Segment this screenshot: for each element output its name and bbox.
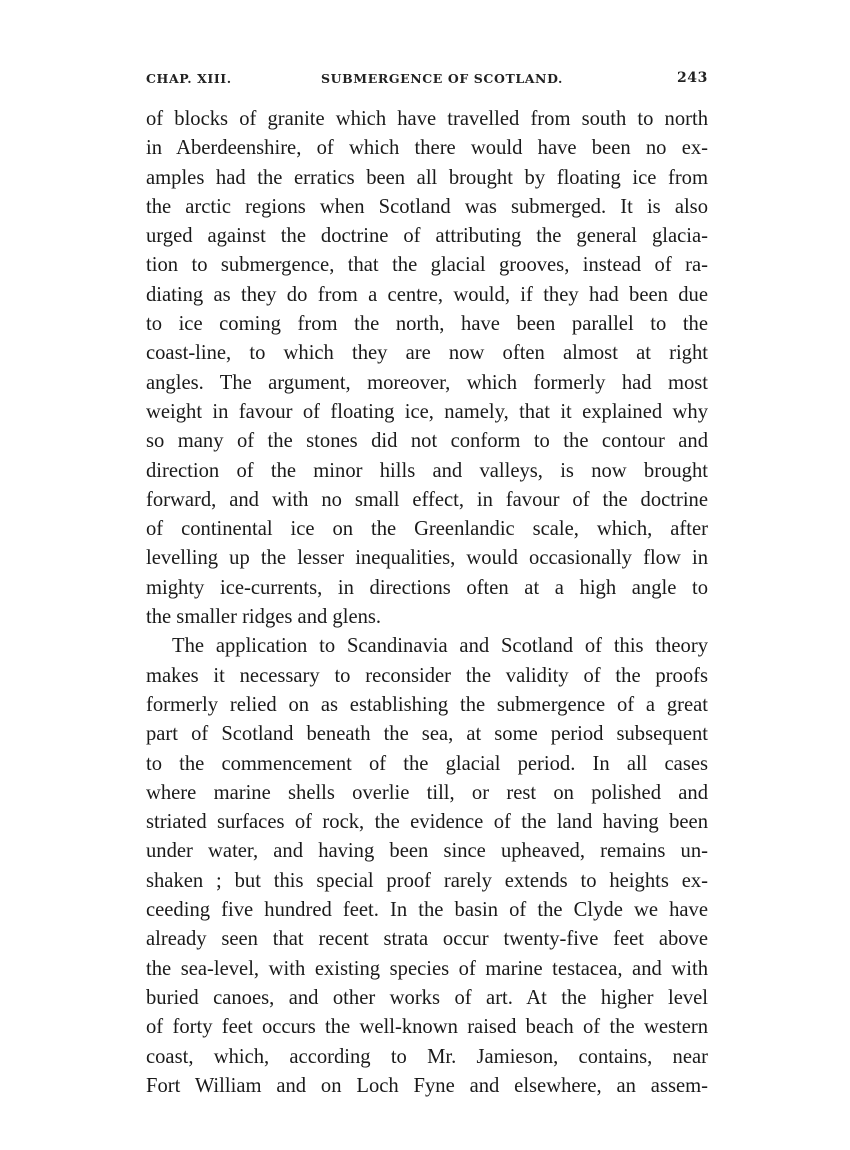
text-line: forward, and with no small effect, in favour of the doctrine: [146, 488, 708, 511]
page-number: 243: [676, 70, 708, 86]
text-line: levelling up the lesser inequalities, would occasionally flow in: [146, 547, 708, 570]
text-line: under water, and having been since upheaved, remains un-: [146, 840, 708, 863]
text-line: in Aberdeenshire, of which there would have been no ex-: [146, 137, 708, 160]
running-header: [146, 68, 708, 88]
text-line: angles. The argument, moreover, which formerly had most: [146, 371, 708, 394]
text-line: shaken ; but this special proof rarely extends to heights ex-: [146, 869, 708, 892]
text-line: the sea-level, with existing species of marine testacea, and with: [146, 957, 708, 980]
text-line: weight in favour of floating ice, namely, that it explained why: [146, 400, 708, 423]
body-text: [146, 105, 708, 1101]
text-line: ceeding five hundred feet. In the basin of the Clyde we have: [146, 899, 708, 922]
paragraph-2: [146, 632, 708, 1101]
text-line: the smaller ridges and glens.: [146, 606, 382, 629]
text-line: of blocks of granite which have travelled from south to north: [146, 108, 708, 130]
text-line: coast-line, to which they are now often almost at right: [146, 342, 708, 365]
text-line: to the commencement of the glacial period. In all cases: [146, 752, 708, 775]
text-line: already seen that recent strata occur twenty-five feet above: [146, 928, 708, 951]
text-line: buried canoes, and other works of art. At the higher level: [146, 986, 708, 1009]
text-line: of continental ice on the Greenlandic scale, which, after: [146, 518, 708, 541]
text-line: direction of the minor hills and valleys, is now brought: [146, 459, 708, 482]
chapter-label: CHAP. XIII.: [146, 70, 232, 86]
text-line: where marine shells overlie till, or rest on polished and: [146, 781, 708, 804]
text-line: The application to Scandinavia and Scotland of this theory: [172, 635, 708, 658]
text-line: diating as they do from a centre, would, if they had been due: [146, 283, 708, 306]
text-line: formerly relied on as establishing the submergence of a great: [146, 693, 708, 716]
text-line: the arctic regions when Scotland was submerged. It is also: [146, 195, 708, 218]
text-line: to ice coming from the north, have been parallel to the: [146, 313, 708, 336]
text-line: coast, which, according to Mr. Jamieson, contains, near: [146, 1045, 708, 1068]
text-line: so many of the stones did not conform to the contour and: [146, 430, 708, 453]
text-line: mighty ice-currents, in directions often at a high angle to: [146, 576, 708, 599]
text-line: amples had the erratics been all brought by floating ice from: [146, 166, 708, 189]
text-line: Fort William and on Loch Fyne and elsewhere, an assem-: [146, 1074, 708, 1097]
text-line: of forty feet occurs the well-known raised beach of the western: [146, 1016, 708, 1039]
text-line: tion to submergence, that the glacial grooves, instead of ra-: [146, 254, 708, 277]
paragraph-1: [146, 105, 708, 632]
text-line: part of Scotland beneath the sea, at some period subsequent: [146, 723, 708, 746]
text-line: striated surfaces of rock, the evidence of the land having been: [146, 811, 708, 834]
text-line: makes it necessary to reconsider the validity of the proofs: [146, 664, 708, 687]
running-title: SUBMERGENCE OF SCOTLAND.: [320, 70, 564, 86]
text-line: urged against the doctrine of attributing the general glacia-: [146, 225, 708, 248]
